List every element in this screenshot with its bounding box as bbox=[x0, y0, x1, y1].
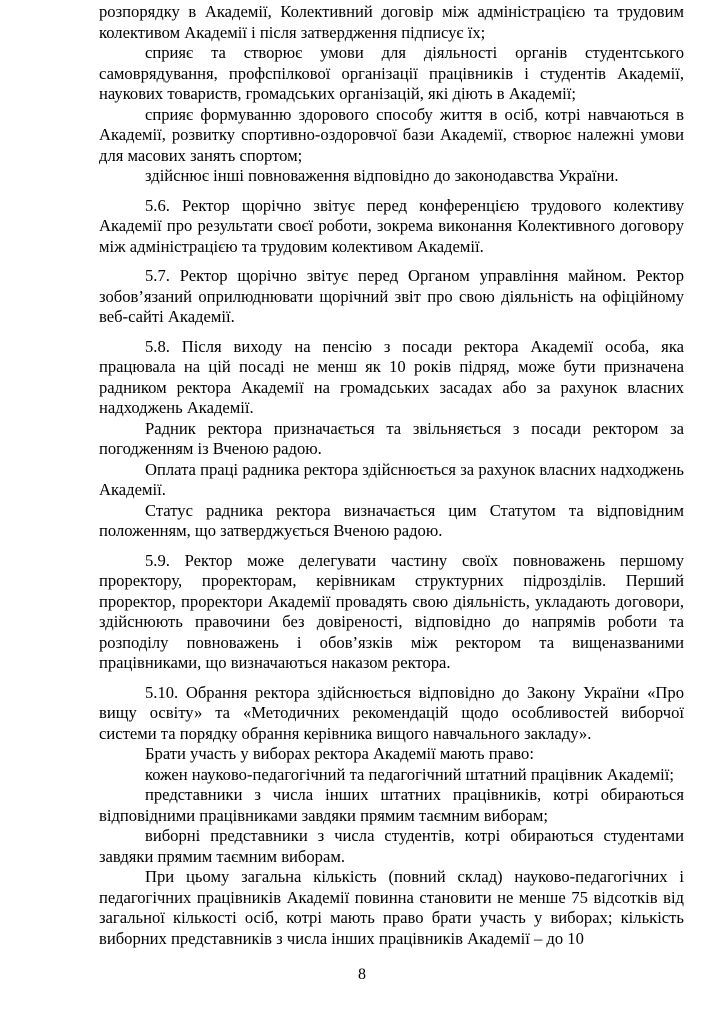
paragraph: сприяє формуванню здорового способу життя в осіб, котрі навчаються в Академії, розвитку спортивно-оздоровчої бази Академії, створює належні умови для масових занять спортом; bbox=[99, 104, 684, 165]
page-number: 8 bbox=[358, 966, 366, 983]
paragraph: розпорядку в Академії, Колективний договір між адміністрацією та трудовим колективом Академії і після затвердження підписує їх; bbox=[99, 2, 684, 42]
paragraph: виборні представники з числа студентів, котрі обираються студентами завдяки прямим таємним виборам. bbox=[99, 826, 684, 866]
paragraph: Брати участь у виборах ректора Академії мають право: bbox=[145, 744, 534, 763]
section-5-8-paragraph: 5.8. Після виходу на пенсію з посади ректора Академії особа, яка працювала на цій посаді не менш як 10 років підряд, може бути призначена радником ректора Академії на громадських засадах або за рахунок власних надходжень Академії. bbox=[99, 336, 684, 417]
section-5-6-paragraph: 5.6. Ректор щорічно звітує перед конференцією трудового колективу Академії про результати своєї роботи, зокрема виконання Колективного договору між адміністрацією та трудовим колективом Академії. bbox=[99, 195, 684, 256]
section-5-7-paragraph: 5.7. Ректор щорічно звітує перед Органом управління майном. Ректор зобов’язаний оприлюднювати щорічний звіт про свою діяльність на офіційному веб-сайті Академії. bbox=[99, 266, 684, 326]
paragraph: При цьому загальна кількість (повний склад) науково-педагогічних і педагогічних працівників Академії повинна становити не менше 75 відсотків від загальної кількості осіб, котрі мають право брати участь у виборах; кількість виборних представників з числа інших працівників Академії – до 10 bbox=[99, 867, 684, 948]
paragraph: Радник ректора призначається та звільняється з посади ректором за погодженням із Вченою радою. bbox=[99, 418, 684, 458]
paragraph: здійснює інші повноваження відповідно до законодавства України. bbox=[145, 166, 619, 185]
paragraph: сприяє та створює умови для діяльності органів студентського самоврядування, профспілкової організації працівників і студентів Академії, наукових товариств, громадських організацій, які діють в Академії; bbox=[99, 43, 684, 103]
section-5-10-paragraph: 5.10. Обрання ректора здійснюється відповідно до Закону України «Про вищу освіту» та «Методичних рекомендацій щодо особливостей виборчої системи та порядку обрання керівника вищого навчального закладу». bbox=[99, 682, 684, 743]
paragraph: Оплата праці радника ректора здійснюється за рахунок власних надходжень Академії. bbox=[99, 459, 684, 499]
paragraph: представники з числа інших штатних працівників, котрі обираються відповідними працівниками завдяки прямим таємним виборам; bbox=[99, 785, 684, 825]
paragraph: кожен науково-педагогічний та педагогічний штатний працівник Академії; bbox=[145, 764, 674, 784]
page-body bbox=[99, 2, 684, 949]
section-5-9-paragraph: 5.9. Ректор може делегувати частину своїх повноважень першому проректору, проректорам, керівникам структурних підрозділів. Перший проректор, проректори Академії провадять свою діяльність, укладають договори, здійснюють правочини без довіреності, відповідно до напрямів роботи та розподілу повноважень і обов’язків між ректором та вищеназваними працівниками, що визначаються наказом ректора. bbox=[99, 550, 684, 672]
paragraph: Статус радника ректора визначається цим Статутом та відповідним положенням, що затверджується Вченою радою. bbox=[99, 500, 684, 540]
